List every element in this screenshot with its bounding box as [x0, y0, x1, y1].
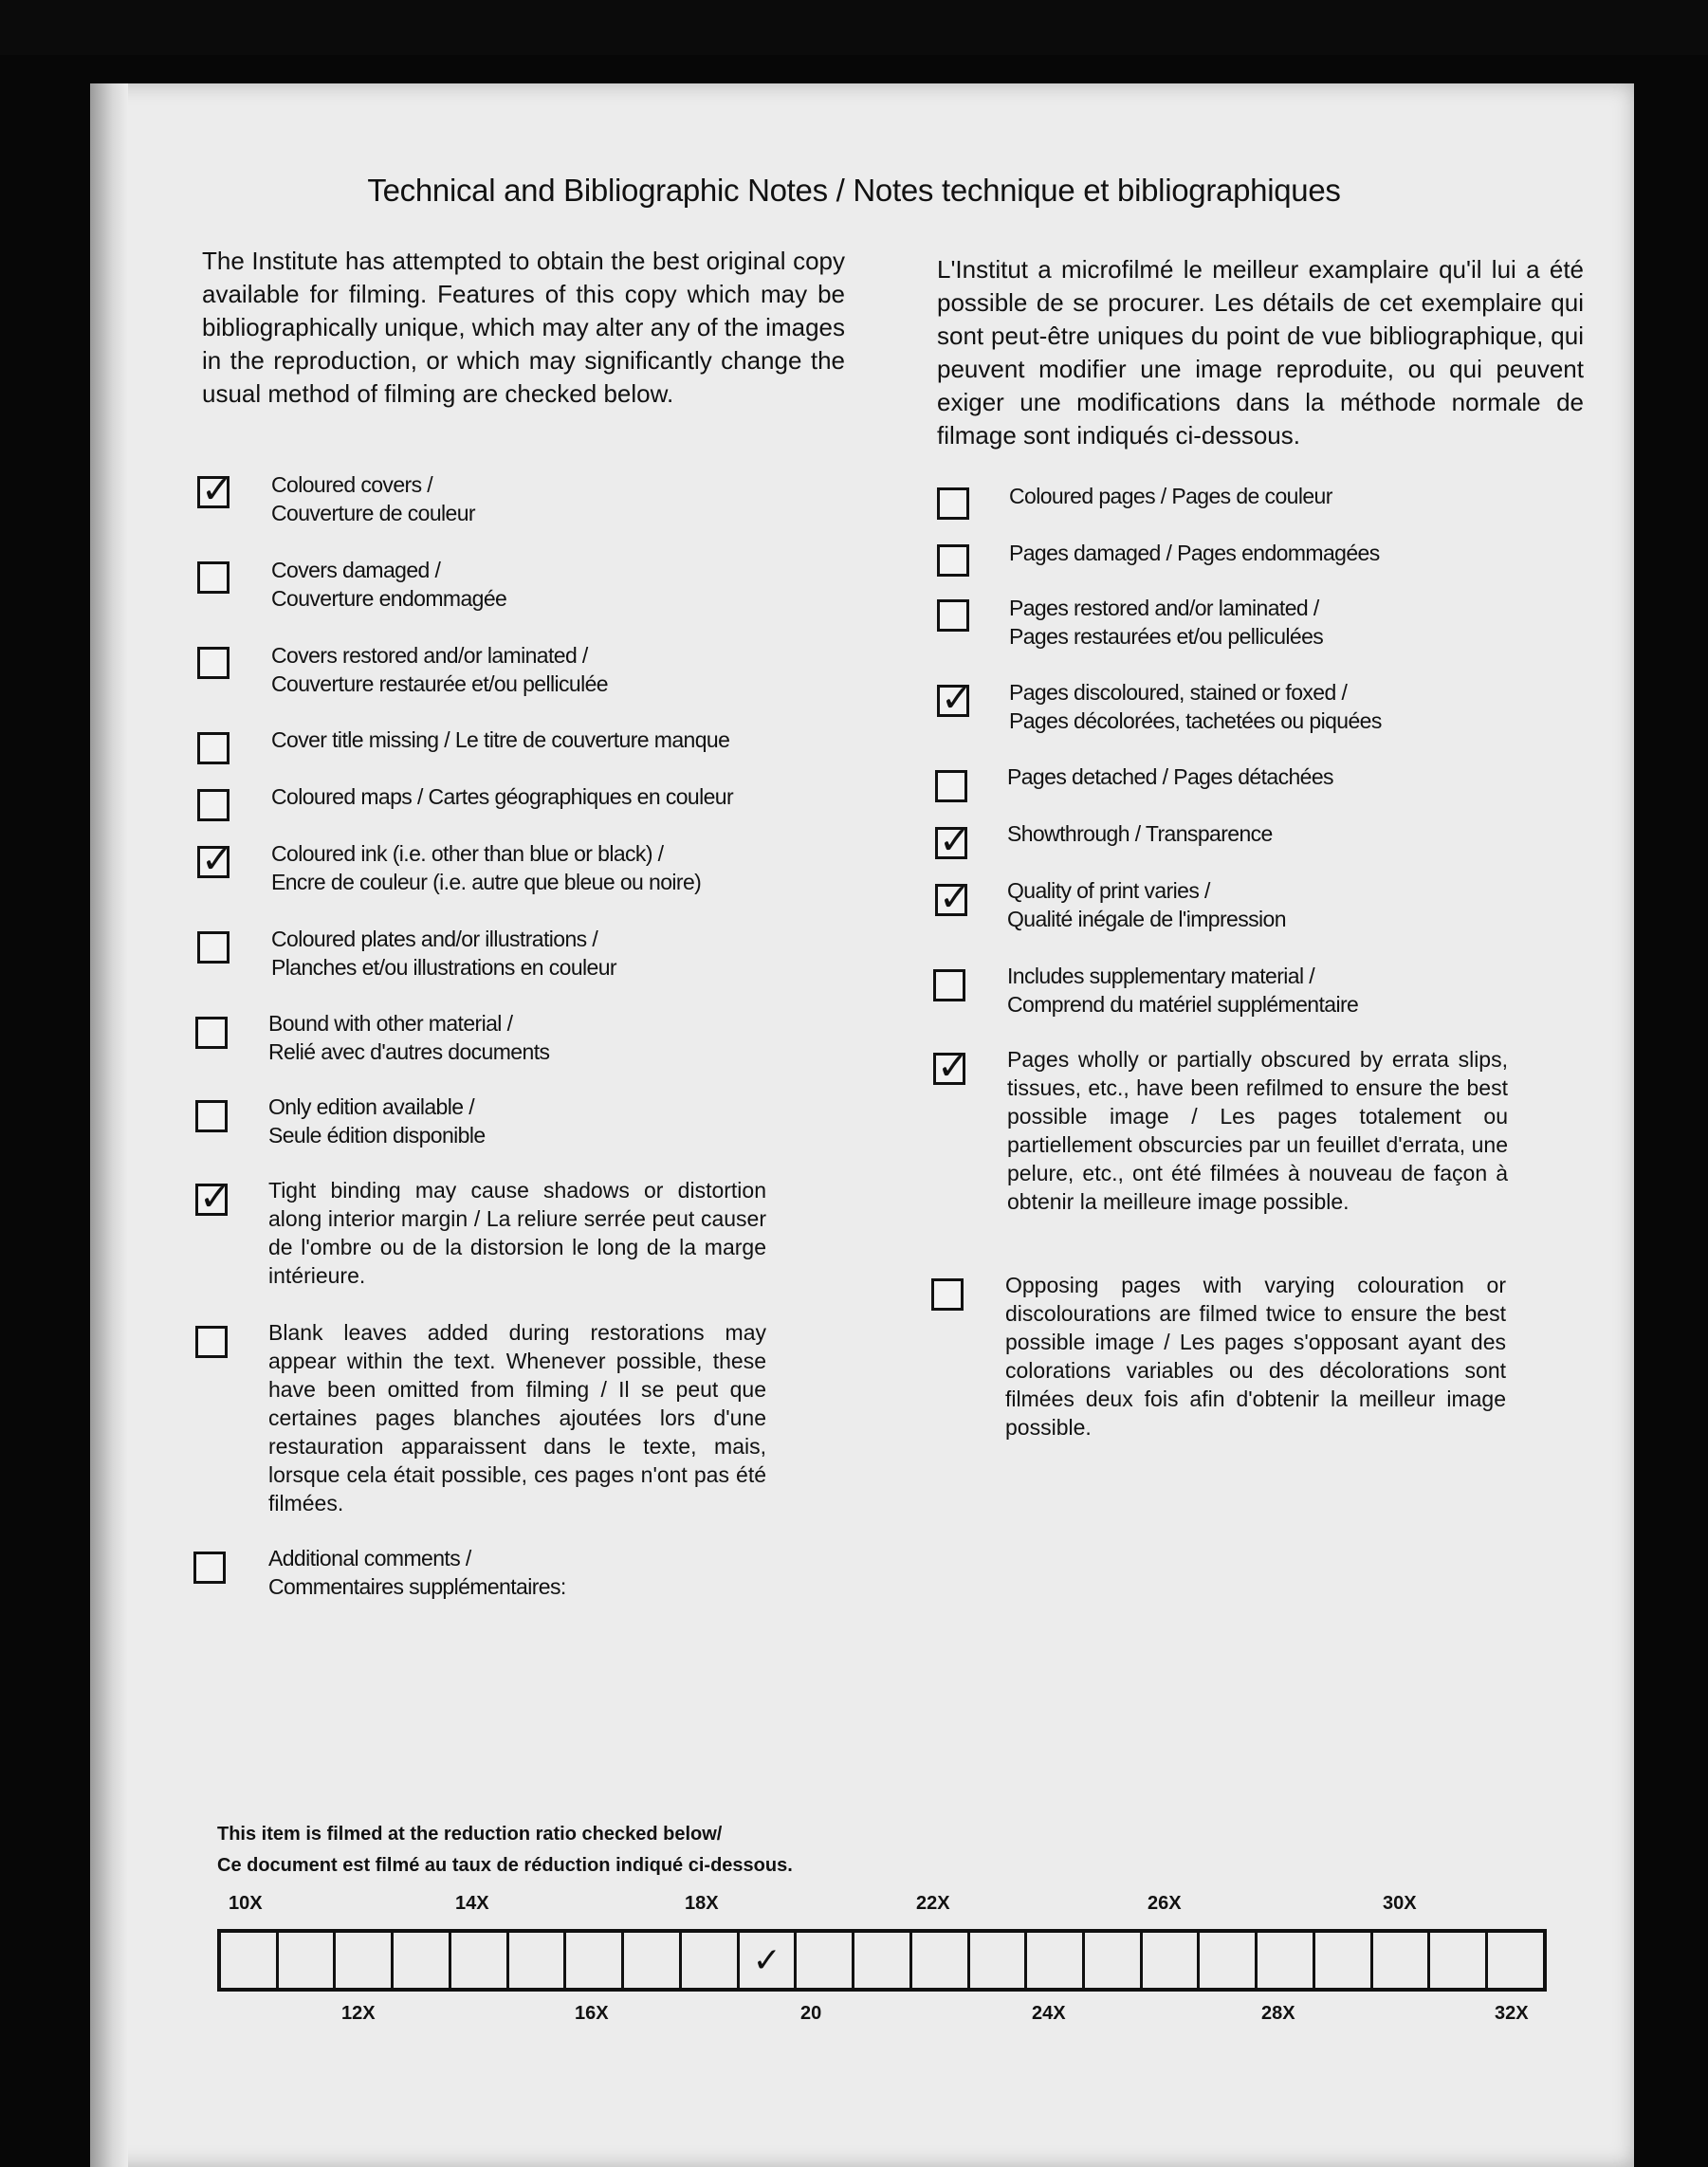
ratio-label-bottom: 28X	[1261, 2003, 1295, 2024]
right-item-label-3	[1009, 594, 1578, 651]
left-item-label-5	[271, 782, 840, 811]
label-english: Pages detached / Pages détachées	[1007, 764, 1333, 789]
right-checkbox-1[interactable]	[937, 487, 969, 520]
label-french: Qualité inégale de l'impression	[1007, 907, 1286, 931]
ratio-label-bottom: 24X	[1032, 2003, 1066, 2024]
left-checkbox-8[interactable]	[195, 1017, 228, 1049]
label-english: Coloured ink (i.e. other than blue or black) /	[271, 841, 664, 866]
right-checkbox-2[interactable]	[937, 544, 969, 577]
left-item-label-9	[268, 1093, 837, 1149]
label-french: Couverture endommagée	[271, 586, 507, 611]
label-french: Commentaires supplémentaires:	[268, 1574, 566, 1599]
ratio-cell[interactable]	[394, 1933, 451, 1988]
ratio-cell[interactable]	[797, 1933, 854, 1988]
right-checkbox-7[interactable]	[935, 876, 971, 920]
reduction-ratio-grid	[217, 1929, 1547, 1992]
left-item-label-7	[271, 925, 840, 982]
ratio-cell[interactable]	[1488, 1933, 1543, 1988]
check-mark-icon: ✓	[201, 838, 233, 882]
left-checkbox-3[interactable]	[197, 647, 230, 679]
film-edge	[0, 0, 1708, 55]
reduction-ratio-note-en: This item is filmed at the reduction ratio checked below/	[217, 1824, 723, 1845]
right-checkbox-4[interactable]	[937, 677, 973, 721]
left-checkbox-9[interactable]	[195, 1100, 228, 1132]
label-english: Only edition available /	[268, 1094, 475, 1119]
ratio-cell[interactable]	[1027, 1933, 1085, 1988]
label-english: Pages restored and/or laminated /	[1009, 596, 1319, 620]
right-item-label-7	[1007, 876, 1576, 933]
ratio-label-top: 14X	[455, 1893, 489, 1914]
right-item-label-2	[1009, 539, 1578, 567]
label-french: Couverture restaurée et/ou pelliculée	[271, 671, 608, 696]
ratio-cell[interactable]	[740, 1933, 798, 1988]
right-item-label-9	[1007, 1045, 1508, 1216]
left-item-label-3	[271, 641, 802, 698]
left-checkbox-7[interactable]	[197, 931, 230, 964]
ratio-cell[interactable]	[566, 1933, 624, 1988]
ratio-label-top: 26X	[1148, 1893, 1182, 1914]
label-french: Seule édition disponible	[268, 1123, 486, 1148]
left-checkbox-2[interactable]	[197, 561, 230, 594]
label-english: Covers damaged /	[271, 558, 441, 582]
ratio-cell[interactable]	[970, 1933, 1028, 1988]
reduction-ratio-note	[217, 1819, 793, 1882]
label-english: Tight binding may cause shadows or distortion along interior margin / La reliure serrée peut causer de l'ombre ou de la distorsion le long de la marge intérieure.	[268, 1178, 766, 1288]
page-title: Technical and Bibliographic Notes / Notes technique et bibliographiques	[367, 173, 1341, 208]
label-french: Comprend du matériel supplémentaire	[1007, 992, 1359, 1017]
left-item-label-8	[268, 1009, 837, 1066]
label-english: Pages damaged / Pages endommagées	[1009, 541, 1380, 565]
right-checkbox-10[interactable]	[931, 1278, 964, 1311]
left-checkbox-6[interactable]	[197, 838, 233, 882]
label-english: Cover title missing / Le titre de couverture manque	[271, 727, 730, 752]
label-english: Includes supplementary material /	[1007, 964, 1315, 988]
ratio-label-top: 30X	[1383, 1893, 1417, 1914]
ratio-label-top: 18X	[685, 1893, 719, 1914]
right-checkbox-5[interactable]	[935, 770, 967, 802]
right-item-label-5	[1007, 762, 1576, 791]
ratio-label-bottom: 12X	[341, 2003, 376, 2024]
label-french: Encre de couleur (i.e. autre que bleue ou noire)	[271, 870, 702, 894]
right-checkbox-3[interactable]	[937, 599, 969, 632]
ratio-cell[interactable]	[912, 1933, 970, 1988]
label-french: Relié avec d'autres documents	[268, 1039, 550, 1064]
ratio-cell[interactable]	[451, 1933, 509, 1988]
left-checkbox-10[interactable]	[195, 1176, 231, 1220]
label-french: Planches et/ou illustrations en couleur	[271, 955, 616, 980]
right-item-label-1	[1009, 482, 1578, 510]
check-mark-icon: ✓	[939, 876, 971, 920]
ratio-label-top: 22X	[916, 1893, 950, 1914]
left-checkbox-4[interactable]	[197, 732, 230, 764]
ratio-cell[interactable]	[1430, 1933, 1488, 1988]
label-english: Bound with other material /	[268, 1011, 513, 1036]
ratio-cell[interactable]	[1200, 1933, 1258, 1988]
label-english: Pages discoloured, stained or foxed /	[1009, 680, 1348, 705]
label-english: Opposing pages with varying colouration or discolourations are filmed twice to ensure the best possible image / Les pages s'opposant ayant des colorations variables ou des décolorations sont filmées deux fois afin d'obtenir la meilleur image possible.	[1005, 1273, 1506, 1440]
label-english: Coloured plates and/or illustrations /	[271, 927, 598, 951]
label-english: Showthrough / Transparence	[1007, 821, 1273, 846]
ratio-cell[interactable]	[509, 1933, 567, 1988]
right-checkbox-8[interactable]	[933, 969, 965, 1001]
check-mark-icon: ✓	[941, 677, 973, 721]
label-french: Pages décolorées, tachetées ou piquées	[1009, 708, 1382, 733]
ratio-cell[interactable]	[1143, 1933, 1201, 1988]
check-mark-icon: ✓	[939, 819, 971, 863]
ratio-cell[interactable]	[1085, 1933, 1143, 1988]
label-french: Pages restaurées et/ou pelliculées	[1009, 624, 1324, 649]
ratio-cell[interactable]	[682, 1933, 740, 1988]
left-checkbox-5[interactable]	[197, 789, 230, 821]
ratio-cell[interactable]	[336, 1933, 394, 1988]
left-item-label-10	[268, 1176, 766, 1290]
ratio-cell[interactable]	[1315, 1933, 1373, 1988]
left-item-label-11	[268, 1318, 766, 1517]
left-item-label-12	[268, 1544, 837, 1601]
ratio-cell[interactable]	[221, 1933, 279, 1988]
right-checkbox-6[interactable]	[935, 819, 971, 863]
ratio-label-bottom: 16X	[575, 2003, 609, 2024]
left-checkbox-1[interactable]	[197, 468, 233, 512]
label-english: Quality of print varies /	[1007, 878, 1210, 903]
label-english: Pages wholly or partially obscured by errata slips, tissues, etc., have been refilmed to ensure the best possible image / Les pages totalement ou partiellement obscurcies par un feuillet d'errata, une pelure, etc., ont été filmées à nouveau de façon à obtenir la meilleure image possible.	[1007, 1047, 1508, 1214]
left-checkbox-12[interactable]	[193, 1552, 226, 1584]
left-item-label-2	[271, 556, 802, 613]
check-mark-icon: ✓	[199, 1176, 231, 1220]
check-mark-icon: ✓	[752, 1940, 781, 1979]
check-mark-icon: ✓	[937, 1045, 969, 1089]
left-checkbox-11[interactable]	[195, 1326, 228, 1358]
right-item-label-6	[1007, 819, 1576, 848]
reduction-ratio-note-fr: Ce document est filmé au taux de réduction indiqué ci-dessous.	[217, 1855, 793, 1876]
page-fold-shadow	[90, 83, 128, 2167]
ratio-label-bottom: 32X	[1495, 2003, 1529, 2024]
label-english: Coloured pages / Pages de couleur	[1009, 484, 1332, 508]
right-checkbox-9[interactable]	[933, 1045, 969, 1089]
label-english: Coloured covers /	[271, 472, 433, 497]
right-item-label-10	[1005, 1271, 1506, 1442]
label-english: Blank leaves added during restorations may appear within the text. Whenever possible, these have been omitted from filming / Il se peut que certaines pages blanches ajoutées lors d'une restauration apparaissent dans le texte, mais, lorsque cela était possible, ces pages n'ont pas été filmées.	[268, 1320, 766, 1515]
label-french: Couverture de couleur	[271, 501, 475, 525]
label-english: Covers restored and/or laminated /	[271, 643, 588, 668]
left-item-label-4	[271, 725, 840, 754]
intro-english: The Institute has attempted to obtain the best original copy available for filming. Features of this copy which may be bibliographically unique, which may alter any of the images in the reproduction, or which may significantly change the usual method of filming are checked below.	[202, 247, 845, 408]
right-item-label-8	[1007, 962, 1576, 1019]
check-mark-icon: ✓	[201, 468, 233, 512]
ratio-cell[interactable]	[854, 1933, 912, 1988]
label-english: Coloured maps / Cartes géographiques en couleur	[271, 784, 734, 809]
intro-french: L'Institut a microfilmé le meilleur examplaire qu'il lui a été possible de se procurer. Les détails de cet exemplaire qui sont peut-être uniques du point de vue bibliographique, qui peuvent modifier une image reproduite, ou qui peuvent exiger une modifications dans la méthode normale de filmage sont indiqués ci-dessous.	[937, 255, 1584, 450]
left-item-label-6	[271, 839, 840, 896]
right-item-label-4	[1009, 678, 1578, 735]
left-item-label-1	[271, 470, 802, 527]
ratio-label-bottom: 20	[800, 2003, 822, 2024]
ratio-cell[interactable]	[1373, 1933, 1431, 1988]
label-english: Additional comments /	[268, 1546, 471, 1570]
ratio-cell[interactable]	[279, 1933, 337, 1988]
ratio-cell[interactable]	[1258, 1933, 1315, 1988]
ratio-cell[interactable]	[624, 1933, 682, 1988]
ratio-label-top: 10X	[229, 1893, 263, 1914]
